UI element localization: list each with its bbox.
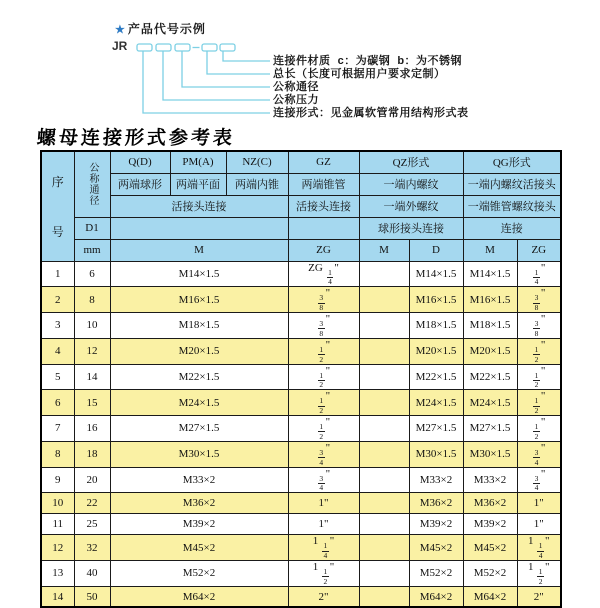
- cell-qz-m: [359, 561, 409, 587]
- diagram-label-diameter: 公称通径: [273, 81, 319, 93]
- cell-zg: 2": [288, 586, 359, 607]
- cell-mm: 10: [74, 313, 110, 339]
- cell-seq: 13: [41, 561, 74, 587]
- header-row-4: [41, 217, 561, 239]
- cell-qz-m: [359, 535, 409, 561]
- code-box-4: [202, 44, 217, 51]
- cell-qz-d: M14×1.5: [409, 261, 463, 287]
- diagram-label-pressure: 公称压力: [273, 94, 319, 106]
- header-col-pm: PM(A): [170, 151, 226, 173]
- header-nominal-diameter: [74, 151, 110, 217]
- header-col-nz: NZ(C): [226, 151, 288, 173]
- diagram-label-length: 总长（长度可根据用户要求定制）: [273, 68, 446, 80]
- cell-qg-zg: $\frac{3}{4}$ ": [517, 441, 561, 467]
- header-d1: D1: [74, 217, 110, 239]
- cell-m: M22×1.5: [110, 364, 288, 390]
- diagram-heading-text: 产品代号示例: [127, 22, 206, 36]
- code-box-5: [220, 44, 235, 51]
- cell-m: M18×1.5: [110, 313, 288, 339]
- header-qz-desc2: 一端外螺纹: [359, 195, 463, 217]
- cell-mm: 50: [74, 586, 110, 607]
- header-row-2: [41, 173, 561, 195]
- cell-qz-d: M27×1.5: [409, 416, 463, 442]
- cell-qz-m: [359, 364, 409, 390]
- cell-zg: $\frac{1}{2}$ ": [288, 338, 359, 364]
- cell-qg-m: M39×2: [463, 514, 517, 535]
- cell-qz-m: [359, 493, 409, 514]
- header-m-main: M: [110, 239, 288, 261]
- cell-mm: 12: [74, 338, 110, 364]
- cell-mm: 18: [74, 441, 110, 467]
- cell-qz-m: [359, 467, 409, 493]
- cell-qg-m: M36×2: [463, 493, 517, 514]
- code-box-3: [175, 44, 190, 51]
- table-row: [41, 338, 561, 364]
- cell-qg-zg: 1 $\frac{1}{2}$ ": [517, 561, 561, 587]
- cell-qg-m: M22×1.5: [463, 364, 517, 390]
- cell-qz-m: [359, 287, 409, 313]
- leader-line-material: [223, 51, 270, 61]
- cell-seq: 11: [41, 514, 74, 535]
- header-col-qg: QG形式: [463, 151, 561, 173]
- header-row-5: [41, 239, 561, 261]
- header-qg-desc2: 一端锥管螺纹接头: [463, 195, 561, 217]
- cell-qg-zg: $\frac{1}{2}$ ": [517, 338, 561, 364]
- cell-m: M36×2: [110, 493, 288, 514]
- cell-zg: $\frac{1}{2}$ ": [288, 364, 359, 390]
- cell-qz-m: [359, 390, 409, 416]
- cell-qz-d: M20×1.5: [409, 338, 463, 364]
- cell-qg-m: M20×1.5: [463, 338, 517, 364]
- cell-qg-zg: 1": [517, 514, 561, 535]
- cell-m: M45×2: [110, 535, 288, 561]
- cell-m: M39×2: [110, 514, 288, 535]
- header-qg-desc3: 连接: [463, 217, 561, 239]
- cell-qg-m: M16×1.5: [463, 287, 517, 313]
- star-icon: ★: [115, 24, 126, 36]
- cell-qz-m: [359, 261, 409, 287]
- header-gz-desc: 两端锥管: [288, 173, 359, 195]
- cell-qz-m: [359, 586, 409, 607]
- cell-zg: ZG $\frac{1}{4}$ ": [288, 261, 359, 287]
- cell-zg: 1": [288, 493, 359, 514]
- cell-qz-d: M30×1.5: [409, 441, 463, 467]
- cell-seq: 3: [41, 313, 74, 339]
- leader-line-length: [207, 51, 270, 74]
- cell-mm: 25: [74, 514, 110, 535]
- cell-qz-d: M64×2: [409, 586, 463, 607]
- header-row-3: [41, 195, 561, 217]
- cell-mm: 14: [74, 364, 110, 390]
- cell-mm: 6: [74, 261, 110, 287]
- header-qz-desc1: 一端内螺纹: [359, 173, 463, 195]
- header-pm-desc: 两端平面: [170, 173, 226, 195]
- cell-qz-d: M18×1.5: [409, 313, 463, 339]
- header-nominal-diameter-text: 公称通径: [87, 162, 98, 207]
- header-seq: [41, 151, 74, 261]
- cell-zg: $\frac{3}{8}$ ": [288, 287, 359, 313]
- cell-seq: 6: [41, 390, 74, 416]
- cell-qg-m: M45×2: [463, 535, 517, 561]
- table-row: [41, 313, 561, 339]
- cell-seq: 12: [41, 535, 74, 561]
- header-qg-m: M: [463, 239, 517, 261]
- cell-qg-m: M64×2: [463, 586, 517, 607]
- cell-qz-d: M33×2: [409, 467, 463, 493]
- cell-qg-m: M24×1.5: [463, 390, 517, 416]
- header-seq-char-2: 号: [51, 224, 64, 239]
- cell-qg-zg: $\frac{1}{2}$ ": [517, 364, 561, 390]
- cell-m: M52×2: [110, 561, 288, 587]
- header-qz-desc3: 球形接头连接: [359, 217, 463, 239]
- table-row: [41, 535, 561, 561]
- table-row: [41, 287, 561, 313]
- cell-qg-zg: $\frac{3}{4}$ ": [517, 467, 561, 493]
- cell-qz-m: [359, 338, 409, 364]
- diagram-label-material: 连接件材质 c：为碳钢 b：为不锈钢: [273, 55, 463, 67]
- cell-zg: 1": [288, 514, 359, 535]
- table-row: [41, 441, 561, 467]
- cell-m: M33×2: [110, 467, 288, 493]
- cell-qz-d: M16×1.5: [409, 287, 463, 313]
- table-row: [41, 467, 561, 493]
- cell-mm: 22: [74, 493, 110, 514]
- table-row: [41, 364, 561, 390]
- cell-zg: $\frac{3}{4}$ ": [288, 467, 359, 493]
- cell-qg-m: M14×1.5: [463, 261, 517, 287]
- code-prefix: JR: [112, 39, 128, 53]
- cell-zg: $\frac{3}{8}$ ": [288, 313, 359, 339]
- cell-m: M14×1.5: [110, 261, 288, 287]
- cell-seq: 14: [41, 586, 74, 607]
- table-row: [41, 493, 561, 514]
- product-code-diagram: [0, 0, 600, 125]
- cell-qz-d: M22×1.5: [409, 364, 463, 390]
- diagram-label-connection: 连接形式：见金属软管常用结构形式表: [273, 107, 469, 119]
- cell-m: M30×1.5: [110, 441, 288, 467]
- cell-seq: 9: [41, 467, 74, 493]
- header-zg-main: ZG: [288, 239, 359, 261]
- code-box-1: [137, 44, 152, 51]
- cell-qg-zg: 1 $\frac{1}{4}$ ": [517, 535, 561, 561]
- cell-qz-d: M36×2: [409, 493, 463, 514]
- table-title: 螺母连接形式参考表: [36, 128, 236, 149]
- header-nz-desc: 两端内锥: [226, 173, 288, 195]
- table-row: [41, 390, 561, 416]
- cell-qg-m: M52×2: [463, 561, 517, 587]
- cell-qg-zg: $\frac{1}{2}$ ": [517, 416, 561, 442]
- cell-seq: 1: [41, 261, 74, 287]
- cell-qz-d: M45×2: [409, 535, 463, 561]
- header-seq-char-1: 序: [51, 174, 64, 189]
- cell-zg: $\frac{1}{2}$ ": [288, 390, 359, 416]
- table-row: [41, 561, 561, 587]
- cell-qz-m: [359, 313, 409, 339]
- cell-qg-m: M33×2: [463, 467, 517, 493]
- header-qg-desc1: 一端内螺纹活接头: [463, 173, 561, 195]
- table-row: [41, 514, 561, 535]
- table-row: [41, 416, 561, 442]
- header-empty-1: [110, 217, 288, 239]
- table-row: [41, 261, 561, 287]
- header-col-gz: GZ: [288, 151, 359, 173]
- cell-m: M64×2: [110, 586, 288, 607]
- cell-qz-m: [359, 441, 409, 467]
- cell-seq: 2: [41, 287, 74, 313]
- header-col-q: Q(D): [110, 151, 170, 173]
- cell-seq: 4: [41, 338, 74, 364]
- cell-seq: 5: [41, 364, 74, 390]
- header-qz-d: D: [409, 239, 463, 261]
- cell-qg-m: M27×1.5: [463, 416, 517, 442]
- code-box-2: [156, 44, 171, 51]
- cell-qg-zg: $\frac{3}{8}$ ": [517, 287, 561, 313]
- nut-connection-reference-table: [40, 150, 562, 608]
- cell-qg-zg: $\frac{3}{8}$ ": [517, 313, 561, 339]
- cell-zg: 1 $\frac{1}{2}$ ": [288, 561, 359, 587]
- table-row: [41, 586, 561, 607]
- cell-zg: 1 $\frac{1}{4}$ ": [288, 535, 359, 561]
- cell-m: M16×1.5: [110, 287, 288, 313]
- leader-line-diameter: [182, 51, 270, 87]
- cell-m: M20×1.5: [110, 338, 288, 364]
- leader-line-pressure: [163, 51, 270, 100]
- cell-seq: 10: [41, 493, 74, 514]
- cell-qg-zg: 2": [517, 586, 561, 607]
- cell-qg-m: M18×1.5: [463, 313, 517, 339]
- header-gz-union: 活接头连接: [288, 195, 359, 217]
- cell-qg-zg: $\frac{1}{4}$ ": [517, 261, 561, 287]
- cell-mm: 20: [74, 467, 110, 493]
- cell-qz-d: M24×1.5: [409, 390, 463, 416]
- header-col-qz: QZ形式: [359, 151, 463, 173]
- cell-mm: 40: [74, 561, 110, 587]
- cell-seq: 8: [41, 441, 74, 467]
- cell-qz-d: M39×2: [409, 514, 463, 535]
- header-q-desc: 两端球形: [110, 173, 170, 195]
- header-qg-zg: ZG: [517, 239, 561, 261]
- header-mm: mm: [74, 239, 110, 261]
- header-empty-2: [288, 217, 359, 239]
- cell-qz-m: [359, 416, 409, 442]
- cell-qg-zg: $\frac{1}{2}$ ": [517, 390, 561, 416]
- cell-qz-m: [359, 514, 409, 535]
- cell-m: M24×1.5: [110, 390, 288, 416]
- cell-qg-m: M30×1.5: [463, 441, 517, 467]
- cell-qz-d: M52×2: [409, 561, 463, 587]
- cell-zg: $\frac{1}{2}$ ": [288, 416, 359, 442]
- header-qz-m: M: [359, 239, 409, 261]
- cell-mm: 32: [74, 535, 110, 561]
- cell-mm: 16: [74, 416, 110, 442]
- cell-m: M27×1.5: [110, 416, 288, 442]
- cell-mm: 15: [74, 390, 110, 416]
- cell-seq: 7: [41, 416, 74, 442]
- header-union-connection: 活接头连接: [110, 195, 288, 217]
- cell-qg-zg: 1": [517, 493, 561, 514]
- cell-zg: $\frac{3}{4}$ ": [288, 441, 359, 467]
- header-row-1: [41, 151, 561, 173]
- cell-mm: 8: [74, 287, 110, 313]
